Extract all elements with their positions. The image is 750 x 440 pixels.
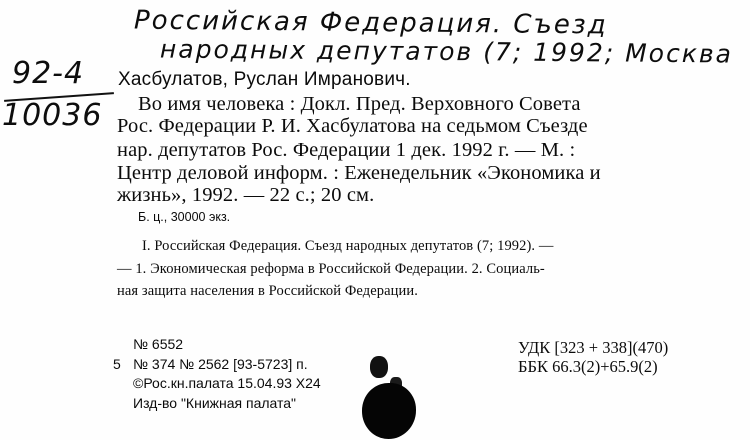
copyright-line: ©Рос.кн.палата 15.04.93 Х24 — [133, 375, 321, 391]
publisher-line: Изд-во "Книжная палата" — [133, 395, 297, 411]
description-line: Во имя человека : Докл. Пред. Верховного Совета — [138, 93, 581, 115]
description-line: Центр деловой информ. : Еженедельник «Экономика и — [117, 162, 601, 184]
circulation-note: Б. ц., 30000 экз. — [138, 210, 231, 224]
subject-line: ная защита населения в Российской Федерации. — [117, 283, 418, 299]
description-line: жизнь», 1992. — 22 с.; 20 см. — [117, 184, 375, 206]
subject-line: I. Российская Федерация. Съезд народных депутатов (7; 1992). — — [142, 238, 554, 254]
ink-blot — [362, 383, 416, 439]
ink-blot-small — [370, 356, 388, 378]
udk-classification: УДК [323 + 338](470) — [518, 338, 669, 357]
bbk-classification: ББК 66.3(2)+65.9(2) — [518, 357, 658, 376]
record-number: № 6552 — [133, 336, 184, 352]
side-digit: 5 — [113, 356, 121, 372]
description-line: Рос. Федерации Р. И. Хасбулатова на седьмом Съезде — [117, 115, 588, 137]
handwritten-heading-line-2: народных депутатов (7; 1992; Москва — [159, 34, 734, 69]
description-line: нар. депутатов Рос. Федерации 1 дек. 1992 г. — М. : — [117, 139, 576, 161]
registration-numbers: № 374 № 2562 [93-5723] п. — [133, 356, 308, 372]
shelfmark-bottom: 10036 — [2, 98, 103, 133]
handwritten-heading-line-1: Российская Федерация. Съезд — [133, 5, 608, 41]
subject-line: — 1. Экономическая реформа в Российской Федерации. 2. Социаль- — [117, 261, 545, 277]
author-heading: Хасбулатов, Руслан Имранович. — [118, 69, 411, 90]
shelfmark-top: 92-4 — [12, 56, 85, 91]
